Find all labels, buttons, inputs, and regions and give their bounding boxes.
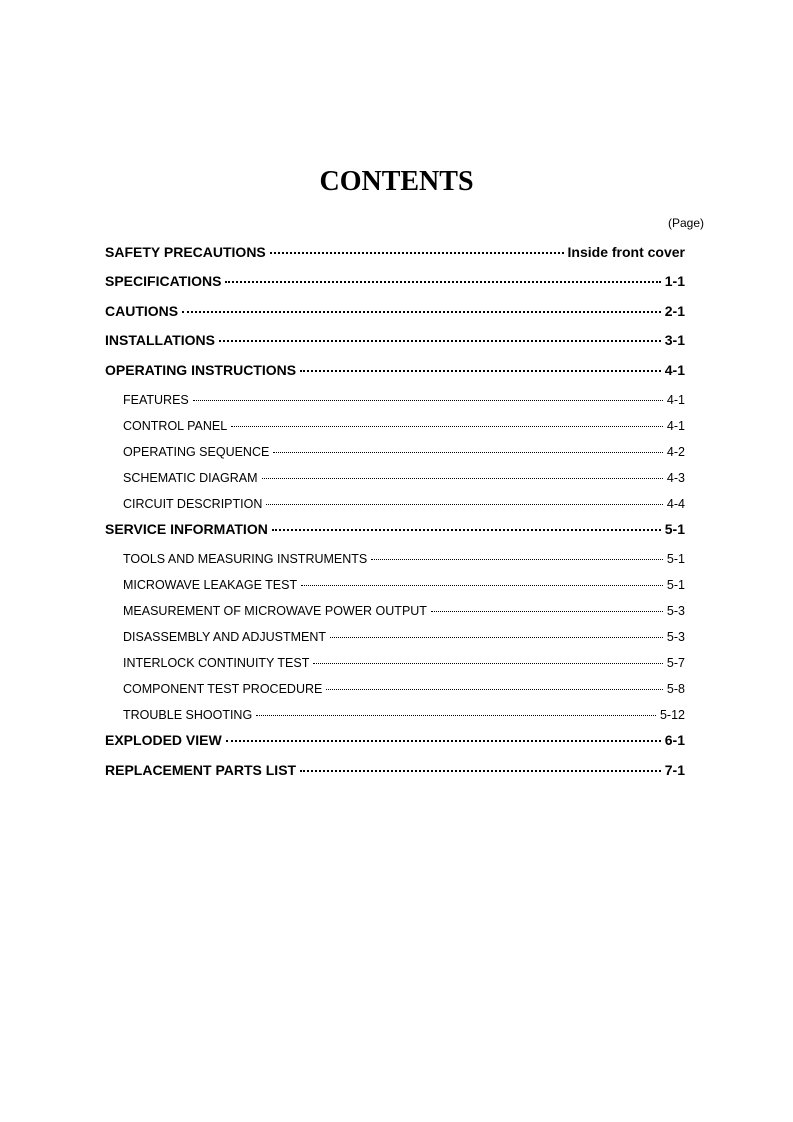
toc-entry-label: INSTALLATIONS xyxy=(105,332,215,348)
toc-entry xyxy=(123,468,685,485)
toc-entry-label: OPERATING INSTRUCTIONS xyxy=(105,362,297,378)
toc-entry-label: TROUBLE SHOOTING xyxy=(123,707,253,722)
toc-entry-label: CIRCUIT DESCRIPTION xyxy=(123,496,263,511)
dot-leader xyxy=(219,326,661,342)
dot-leader xyxy=(182,297,661,313)
toc-entry xyxy=(123,416,685,433)
toc-entry xyxy=(123,679,685,696)
toc-entry-page: 4-1 xyxy=(666,418,685,433)
dot-leader xyxy=(300,356,661,372)
toc-entry-page: 7-1 xyxy=(664,762,685,778)
toc-entry-label: INTERLOCK CONTINUITY TEST xyxy=(123,655,310,670)
toc-entry-page: 5-3 xyxy=(666,603,685,618)
toc-entry-label: DISASSEMBLY AND ADJUSTMENT xyxy=(123,629,327,644)
dot-leader xyxy=(313,650,663,664)
toc-entry xyxy=(105,329,685,348)
dot-leader xyxy=(326,676,663,690)
toc-entry-label: EXPLODED VIEW xyxy=(105,732,222,748)
dot-leader xyxy=(266,491,663,505)
toc-entry xyxy=(105,359,685,378)
dot-leader xyxy=(300,756,661,772)
toc-entry-label: TOOLS AND MEASURING INSTRUMENTS xyxy=(123,551,368,566)
dot-leader xyxy=(262,465,663,479)
toc-entry-page: 5-12 xyxy=(659,707,685,722)
dot-leader xyxy=(431,598,663,612)
toc-entry xyxy=(123,549,685,566)
toc-entry-page: 2-1 xyxy=(664,303,685,319)
toc-entry-page: 5-7 xyxy=(666,655,685,670)
toc-entry xyxy=(105,759,685,778)
toc-entry xyxy=(105,729,685,748)
toc-entry xyxy=(123,442,685,459)
toc-entry-label: FEATURES xyxy=(123,392,189,407)
toc-entry xyxy=(123,653,685,670)
toc-entry-label: REPLACEMENT PARTS LIST xyxy=(105,762,297,778)
toc-entry xyxy=(105,241,685,260)
toc-entry-page: 4-1 xyxy=(666,392,685,407)
toc-entry-page: 4-1 xyxy=(664,362,685,378)
toc-entry-page: 3-1 xyxy=(664,332,685,348)
toc-entry-page: 5-3 xyxy=(666,629,685,644)
toc-entry-label: SAFETY PRECAUTIONS xyxy=(105,244,266,260)
toc-entry-page: 5-1 xyxy=(664,521,685,537)
dot-leader xyxy=(193,387,663,401)
toc-entry-page: 5-1 xyxy=(666,551,685,566)
toc-entry-label: OPERATING SEQUENCE xyxy=(123,444,270,459)
dot-leader xyxy=(371,546,663,560)
toc-entry xyxy=(105,518,685,537)
toc-entry-page: 5-1 xyxy=(666,577,685,592)
toc-entry-page: 5-8 xyxy=(666,681,685,696)
toc-entry-label: SERVICE INFORMATION xyxy=(105,521,268,537)
toc-entry-page: 1-1 xyxy=(664,273,685,289)
toc-entry xyxy=(123,601,685,618)
page-column-label: (Page) xyxy=(667,216,704,230)
toc-entry-label: SPECIFICATIONS xyxy=(105,273,222,289)
dot-leader xyxy=(256,702,656,716)
dot-leader xyxy=(231,413,663,427)
toc-entry-page: 4-2 xyxy=(666,444,685,459)
toc-entry-label: MICROWAVE LEAKAGE TEST xyxy=(123,577,298,592)
toc-entry xyxy=(123,390,685,407)
dot-leader xyxy=(225,267,660,283)
page-title: CONTENTS xyxy=(319,166,474,197)
toc-entry-label: COMPONENT TEST PROCEDURE xyxy=(123,681,323,696)
toc-entry-page: Inside front cover xyxy=(567,244,685,260)
toc-entry-label: CONTROL PANEL xyxy=(123,418,228,433)
dot-leader xyxy=(226,726,661,742)
toc-entry xyxy=(105,300,685,319)
toc-entry xyxy=(123,627,685,644)
dot-leader xyxy=(272,515,661,531)
dot-leader xyxy=(330,624,663,638)
toc-entry-label: SCHEMATIC DIAGRAM xyxy=(123,470,258,485)
dot-leader xyxy=(273,439,663,453)
toc-entry-label: MEASUREMENT OF MICROWAVE POWER OUTPUT xyxy=(123,603,427,618)
toc-entry-page: 4-3 xyxy=(666,470,685,485)
toc-entry-page: 4-4 xyxy=(666,496,685,511)
toc-entry-label: CAUTIONS xyxy=(105,303,179,319)
toc-entry xyxy=(105,270,685,289)
toc-entry xyxy=(123,494,685,511)
toc-entry xyxy=(123,575,685,592)
dot-leader xyxy=(301,572,663,586)
toc-entry xyxy=(123,705,685,722)
toc-entry-page: 6-1 xyxy=(664,732,685,748)
dot-leader xyxy=(270,238,564,254)
